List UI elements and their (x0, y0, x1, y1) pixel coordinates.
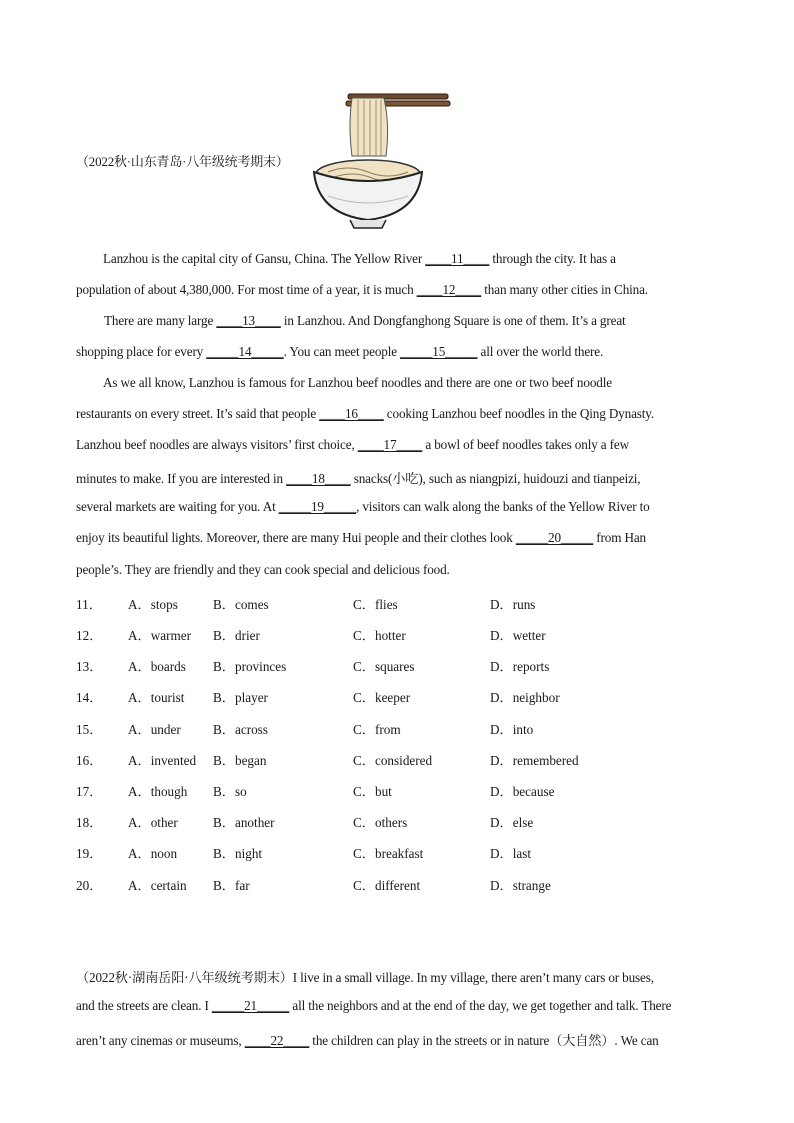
passage1-line-4: shopping place for every _____14_____. You can meet people _____15_____ all over the world there. (76, 344, 604, 359)
option-c[interactable]: C．breakfast (353, 846, 424, 861)
blank-15[interactable]: _____15_____ (400, 344, 478, 359)
passage1-line-2: population of about 4,380,000. For most time of a year, it is much ____12____ than many other cities in China. (76, 282, 648, 297)
blank-21[interactable]: _____21_____ (211, 998, 290, 1013)
option-d[interactable]: D．into (490, 722, 534, 737)
option-d[interactable]: D．remembered (490, 753, 579, 768)
blank-20[interactable]: _____20_____ (515, 530, 594, 545)
option-b[interactable]: B．comes (213, 597, 269, 612)
question-number: 12． (76, 628, 103, 643)
option-a[interactable]: A．noon (128, 846, 178, 861)
question-number: 17． (76, 784, 103, 799)
option-b[interactable]: B．another (213, 815, 275, 830)
question-number: 16． (76, 753, 103, 768)
question-number: 15． (76, 722, 103, 737)
question-number: 14． (76, 690, 103, 705)
option-d[interactable]: D．last (490, 846, 532, 861)
option-b[interactable]: B．so (213, 784, 247, 799)
blank-16[interactable]: ____16____ (319, 406, 384, 421)
option-a[interactable]: A．under (128, 722, 181, 737)
question-number: 11． (76, 597, 102, 612)
question-number: 18． (76, 815, 103, 830)
option-b[interactable]: B．began (213, 753, 267, 768)
option-c[interactable]: C．others (353, 815, 408, 830)
option-c[interactable]: C．considered (353, 753, 433, 768)
option-c[interactable]: C．hotter (353, 628, 406, 643)
passage1-line-8: minutes to make. If you are interested in ____18____ snacks(小吃), such as niangpizi, huidouzi and tianpeizi, (76, 471, 641, 486)
option-b[interactable]: B．player (213, 690, 268, 705)
passage1-line-6: restaurants on every street. It’s said that people ____16____ cooking Lanzhou beef noodles in the Qing Dynasty. (76, 406, 655, 421)
blank-17[interactable]: ____17____ (357, 437, 423, 452)
question-number: 20． (76, 878, 103, 893)
option-a[interactable]: A．boards (128, 659, 186, 674)
blank-22[interactable]: ____22____ (244, 1033, 310, 1048)
option-b[interactable]: B．across (213, 722, 268, 737)
source-label-1: （2022秋·山东青岛·八年级统考期末） (76, 154, 289, 169)
option-c[interactable]: C．but (353, 784, 392, 799)
option-b[interactable]: B．far (213, 878, 250, 893)
option-c[interactable]: C．squares (353, 659, 415, 674)
passage2-line-3: aren’t any cinemas or museums, ____22____ the children can play in the streets or in nature（大自然）. We can (76, 1033, 659, 1048)
option-d[interactable]: D．because (490, 784, 555, 799)
option-d[interactable]: D．neighbor (490, 690, 560, 705)
option-a[interactable]: A．warmer (128, 628, 191, 643)
passage1-line-3: There are many large ____13____ in Lanzhou. And Dongfanghong Square is one of them. It’s a great (104, 313, 626, 328)
blank-18[interactable]: ____18____ (286, 471, 351, 486)
passage2-line-2: and the streets are clean. I _____21_____ all the neighbors and at the end of the day, we get together and talk. There (76, 998, 672, 1013)
noodle-bowl-illustration (308, 86, 456, 234)
option-d[interactable]: D．runs (490, 597, 536, 612)
option-a[interactable]: A．certain (128, 878, 187, 893)
option-b[interactable]: B．night (213, 846, 263, 861)
option-d[interactable]: D．reports (490, 659, 550, 674)
passage1-line-1: Lanzhou is the capital city of Gansu, China. The Yellow River ____11____ through the city. It has a (103, 251, 616, 266)
passage1-line-11: people’s. They are friendly and they can cook special and delicious food. (76, 562, 450, 577)
option-b[interactable]: B．provinces (213, 659, 287, 674)
option-a[interactable]: A．invented (128, 753, 197, 768)
option-a[interactable]: A．tourist (128, 690, 185, 705)
option-c[interactable]: C．from (353, 722, 401, 737)
blank-11[interactable]: ____11____ (425, 251, 490, 266)
option-a[interactable]: A．though (128, 784, 188, 799)
option-c[interactable]: C．flies (353, 597, 398, 612)
question-number: 19． (76, 846, 103, 861)
blank-13[interactable]: ____13____ (216, 313, 281, 328)
option-a[interactable]: A．stops (128, 597, 178, 612)
option-a[interactable]: A．other (128, 815, 178, 830)
blank-14[interactable]: _____14_____ (206, 344, 284, 359)
option-c[interactable]: C．keeper (353, 690, 411, 705)
blank-19[interactable]: _____19_____ (278, 499, 357, 514)
passage1-line-7: Lanzhou beef noodles are always visitors’ first choice, ____17____ a bowl of beef noodles takes only a few (76, 437, 629, 452)
option-d[interactable]: D．strange (490, 878, 551, 893)
option-b[interactable]: B．drier (213, 628, 260, 643)
passage2-line-1: （2022秋·湖南岳阳·八年级统考期末）I live in a small village. In my village, there aren’t many cars or buses, (76, 970, 654, 985)
passage1-line-5: As we all know, Lanzhou is famous for Lanzhou beef noodles and there are one or two beef noodle (103, 375, 612, 390)
question-number: 13． (76, 659, 103, 674)
passage1-line-10: enjoy its beautiful lights. Moreover, there are many Hui people and their clothes look _____20_____ from Han (76, 530, 646, 545)
option-d[interactable]: D．wetter (490, 628, 546, 643)
option-d[interactable]: D．else (490, 815, 534, 830)
option-c[interactable]: C．different (353, 878, 421, 893)
passage1-line-9: several markets are waiting for you. At _____19_____, visitors can walk along the banks of the Yellow River to (76, 499, 650, 514)
blank-12[interactable]: ____12____ (416, 282, 482, 297)
